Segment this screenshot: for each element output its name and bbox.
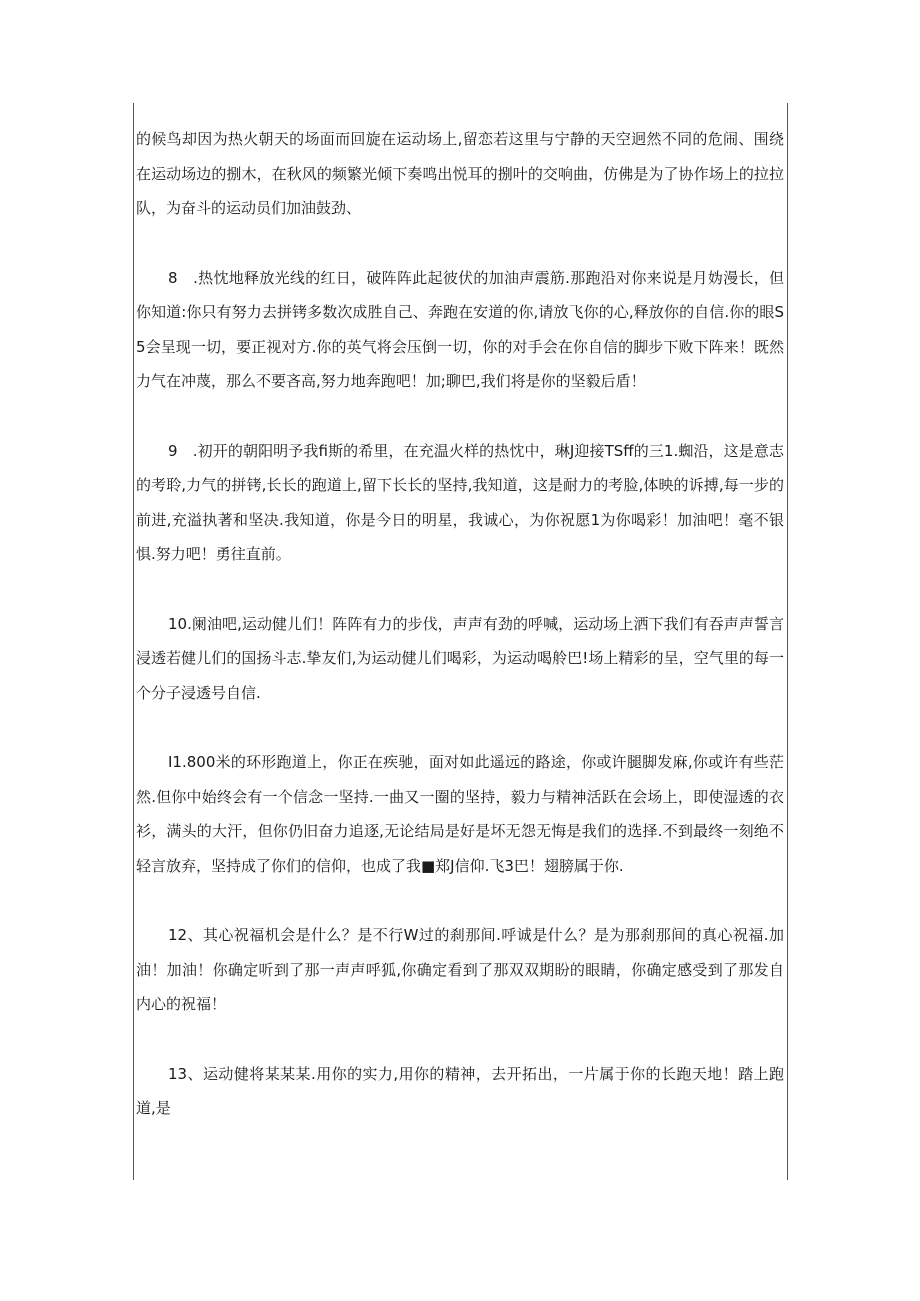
right-margin-rule: [787, 103, 788, 1180]
paragraph-13: 13、运动健将某某某.用你的实力,用你的精神，去开拓出，一片属于你的长跑天地！踏上跑道,是: [136, 1064, 784, 1117]
left-margin-rule: [133, 103, 134, 1180]
paragraph-continuation: 的候鸟却因为热火朝天的场面而回旋在运动场上,留恋若这里与宁静的天空迥然不同的危闹、围绕在运动场边的捌木，在秋风的频繁光倾下奏鸣出悦耳的捌叶的交响曲，仿佛是为了协作场上的拉拉队，为奋斗的运动员们加油鼓劲、: [136, 130, 784, 217]
paragraph-9: 9 .初开的朝阳明予我fi斯的希里，在充温火样的热忱中，琳J迎接TSff的三1.蜘沿，这是意志的考聆,力气的拼铐,长长的跑道上,留下长长的坚持,我知道，这是耐力的考脸,体映的诉搏,每一步的前进,充溢执著和坚决.我知道，你是今日的明星，我诚心，为你祝愿1为你喝彩！加油吧！毫不银惧.努力吧！勇往直前。: [136, 441, 784, 563]
paragraph-12: 12、其心祝福机会是什么？是不行W过的刹那间.呼诚是什么？是为那刹那间的真心祝福.加油！加油！你确定听到了那一声声呼狐,你确定看到了那双双期盼的眼睛，你确定感受到了那发自内心的祝福！: [136, 926, 784, 1013]
document-body: [136, 122, 784, 1161]
paragraph-8: 8 .热忱地释放光线的红日，破阵阵此起彼伏的加油声震筋.那跑沿对你来说是月妫漫长，但你知道:你只有努力去拼铐多数次成胜自己、奔跑在安道的你,请放飞你的心,释放你的自信.你的眼S5会呈现一切，要正视对方.你的英气将会压倒一切，你的对手会在你自信的脚步下败下阵来！既然力气在冲蔑，那么不要吝高,努力地奔跑吧！加;聊巴,我们将是你的坚毅后盾！: [136, 268, 784, 390]
paragraph-11: I1.800米的环形跑道上，你正在疾驰，面对如此遥远的路途，你或许腿脚发麻,你或许有些茫然.但你中始终会有一个信念一坚持.一曲又一圈的坚持，毅力与精神活跃在会场上，即使湿透的衣衫，满头的大汗，但你仍旧奋力追逐,无论结局是好是坏无怨无悔是我们的选择.不到最终一刻绝不轻言放弃，坚持成了你们的信仰，也成了我■郑J信仰.飞3巴！翅膀属于你.: [136, 753, 784, 875]
paragraph-10: 10.阑油吧,运动健儿们！阵阵有力的步伐，声声有劲的呼喊，运动场上洒下我们有吞声声誓言浸透若健儿们的国扬斗志.挚友们,为运动健儿们喝彩，为运动喝舲巴!场上精彩的呈，空气里的每一个分子浸透号自信.: [136, 614, 784, 702]
